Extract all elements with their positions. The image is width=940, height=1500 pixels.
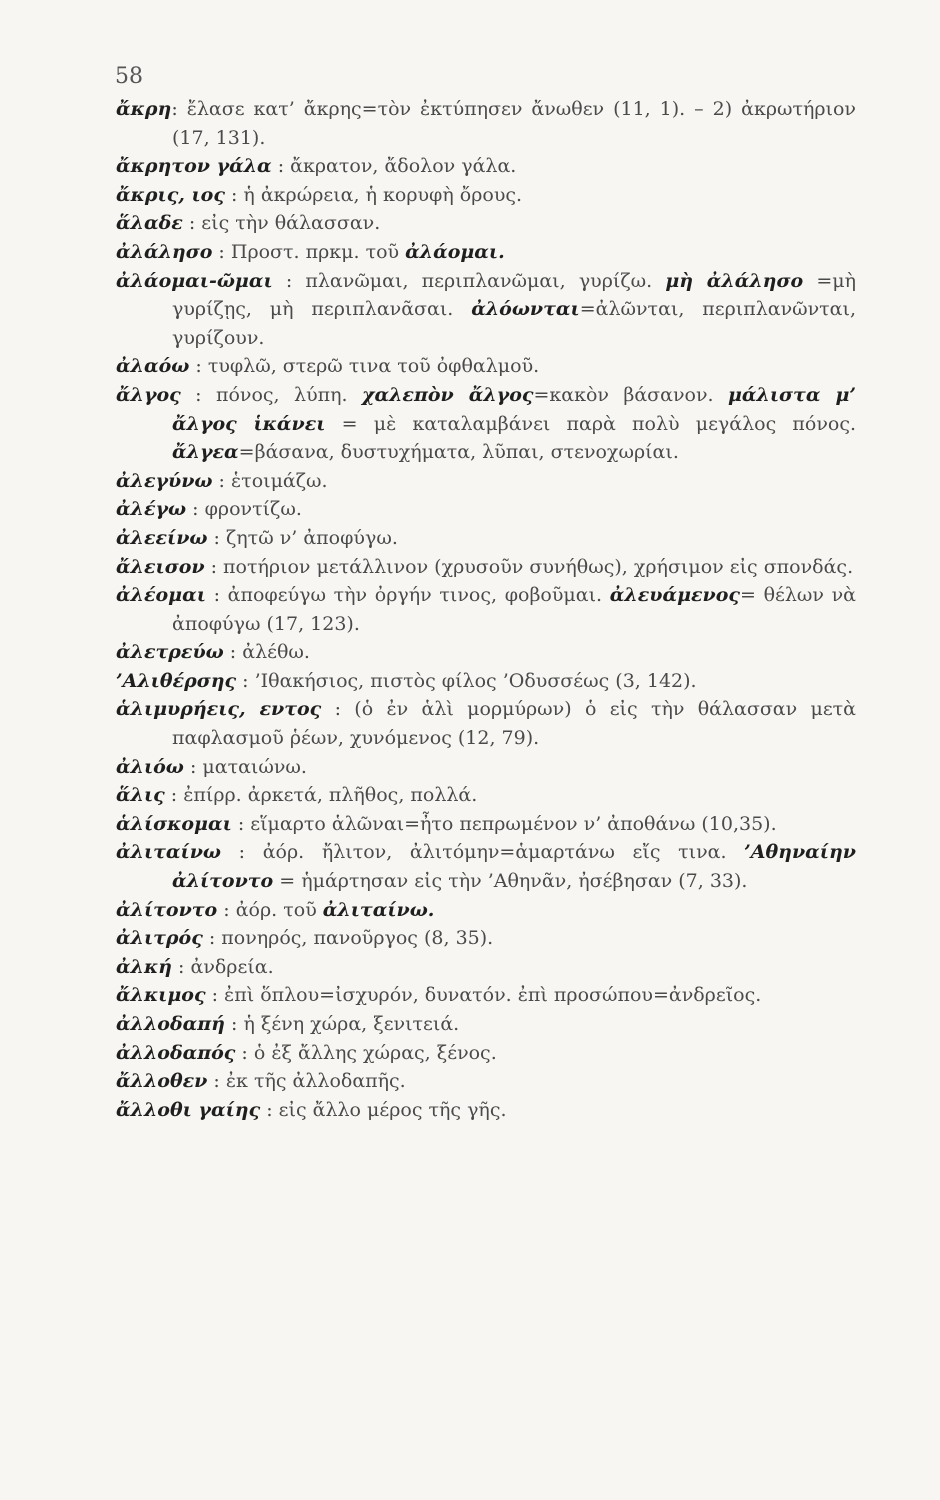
definition: Προστ. πρκμ. τοῦ (230, 240, 406, 263)
definition: =βάσανα, δυστυχήματα, λῦπαι, στενοχωρίαι. (238, 441, 679, 464)
dictionary-entry (116, 896, 856, 925)
headword: ἄκρις, ιος (116, 183, 225, 206)
dictionary-entry (116, 238, 856, 267)
separator: : (272, 269, 306, 292)
headword: ’Αθηναίην ἀλίτοντο (172, 841, 856, 893)
definition: ἡ ἀκρώρεια, ἡ κορυφὴ ὄρους. (243, 183, 523, 206)
definition: (ὁ ἐν ἁλὶ μορμύρων) ὁ εἰς τὴν θάλασσαν μετὰ παφλασμοῦ ῥέων, χυνόμενος (12, 79). (172, 698, 857, 750)
headword: ἄλγος (116, 383, 181, 406)
headword: ἀλεείνω (116, 526, 208, 549)
headword: ἁλιμυρήεις, εντος (116, 698, 322, 721)
dictionary-entry (116, 810, 856, 839)
separator: : (182, 212, 202, 235)
separator: : (207, 1070, 226, 1093)
definition: ἑτοιμάζω. (230, 469, 328, 492)
headword: ἀλίτοντο (116, 898, 218, 921)
dictionary-entry (116, 95, 856, 152)
headword: ἀλόωνται (471, 298, 580, 321)
definition: ἐπὶ ὅπλου=ἰσχυρόν, δυνατόν. ἐπὶ προσώπου=ἀνδρεῖος. (224, 984, 762, 1007)
dictionary-entry (116, 181, 856, 210)
definition: ζητῶ ν’ ἀποφύγω. (226, 526, 398, 549)
dictionary-entry (116, 209, 856, 238)
definition: τυφλῶ, στερῶ τινα τοῦ ὀφθαλμοῦ. (207, 355, 540, 378)
headword: ἄκρητον γάλα (116, 155, 272, 178)
dictionary-entry (116, 924, 856, 953)
headword: ἀλιταίνω (116, 841, 222, 864)
dictionary-entry (116, 524, 856, 553)
separator: : (205, 584, 228, 607)
definition: ἀλέθω. (242, 641, 310, 664)
dictionary-entry (116, 267, 856, 353)
dictionary-entry (116, 553, 856, 582)
headword: ’Αλιθέρσης (116, 669, 237, 692)
headword: ἀλιτρός (116, 927, 203, 950)
dictionary-entry (116, 667, 856, 696)
headword: ἄλεισον (116, 555, 205, 578)
definition: πλανῶμαι, περιπλανῶμαι, γυρίζω. (305, 269, 666, 292)
definition: = ἡμάρτησαν εἰς τὴν ’Αθηνᾶν, ἠσέβησαν (7, 33). (273, 870, 748, 893)
definition: ἀποφεύγω τὴν ὀργήν τινος, φοβοῦμαι. (227, 584, 610, 607)
dictionary-entry (116, 381, 856, 467)
headword: ἀλέγω (116, 498, 187, 521)
headword: ἄκρη (116, 98, 172, 120)
headword: ἄλλοθι γαίης (116, 1098, 261, 1121)
headword: ἄλλοθεν (116, 1070, 208, 1093)
separator: : (189, 355, 208, 378)
headword: ἀλκή (116, 955, 172, 978)
separator: : (183, 755, 203, 778)
headword: ἀλλοδαπός (116, 1041, 236, 1064)
definition: =ἀλῶνται, περιπλανῶνται, γυρίζουν. (172, 298, 856, 349)
definition: = θέλων νὰ ἀποφύγω (17, 123). (172, 584, 857, 635)
definition: ’Ιθακήσιος, πιστὸς φίλος ’Οδυσσέως (3, 142). (254, 669, 697, 692)
headword: ἀλαόω (116, 355, 190, 378)
definition: εἰς τὴν θάλασσαν. (201, 212, 381, 235)
headword: ἀλάλησο (116, 240, 213, 263)
dictionary-entry (116, 152, 856, 181)
dictionary-entry (116, 495, 856, 524)
definition: =μὴ γυρίζῃς, μὴ περιπλανᾶσαι. (172, 269, 856, 321)
separator: : (217, 898, 236, 921)
headword: ἀλλοδαπή (116, 1013, 225, 1035)
definition: πόνος, λύπη. (216, 383, 362, 406)
headword: ἀλιταίνω. (322, 898, 435, 921)
dictionary-entry (116, 695, 856, 752)
dictionary-entry (116, 781, 856, 810)
headword: μάλιστα μ’ ἄλγος ἱκάνει (172, 383, 856, 435)
dictionary-entry (116, 753, 856, 782)
dictionary-entry (116, 1096, 856, 1125)
separator: : (205, 984, 225, 1007)
headword: μὴ ἀλάλησο (665, 269, 804, 292)
definition: ὁ ἐξ ἄλλης χώρας, ξένος. (253, 1041, 497, 1064)
headword: ἀλάομαι. (405, 240, 505, 263)
dictionary-entry (116, 638, 856, 667)
definition: εἰς ἄλλο μέρος τῆς γῆς. (278, 1098, 507, 1121)
separator: : (224, 1013, 244, 1035)
definition: ἀνδρεία. (190, 955, 274, 978)
headword: ἄλγεα (172, 441, 239, 464)
dictionary-entry (116, 953, 856, 982)
separator: : (207, 526, 226, 549)
definition: = μὲ καταλαμβάνει παρὰ πολὺ μεγάλος πόνος. (325, 412, 856, 435)
definition: πονηρός, πανοῦργος (8, 35). (221, 927, 494, 950)
dictionary-entry (116, 352, 856, 381)
separator: : (212, 469, 231, 492)
separator: : (231, 812, 251, 835)
headword: ἅλαδε (116, 212, 183, 235)
definition: ἡ ξένη χώρα, ξενιτειά. (243, 1013, 460, 1035)
separator: : (221, 841, 263, 864)
separator: : (172, 955, 191, 978)
separator: : (235, 1041, 254, 1064)
dictionary-entries (116, 95, 856, 1124)
separator: : (236, 669, 255, 692)
separator: : (186, 498, 205, 521)
headword: ἄλκιμος (116, 984, 206, 1007)
definition: εἵμαρτο ἁλῶναι=ἦτο πεπρωμένον ν’ ἀποθάνω (10,35). (250, 812, 777, 835)
definition: ἐπίρρ. ἀρκετά, πλῆθος, πολλά. (183, 784, 478, 807)
dictionary-entry (116, 1010, 856, 1039)
definition: ἄκρατον, ἄδολον γάλα. (290, 155, 517, 178)
headword: ἁλίσκομαι (116, 812, 232, 835)
definition: ἀόρ. ἤλιτον, ἀλιτόμην=ἁμαρτάνω εἴς τινα. (262, 841, 745, 864)
dictionary-entry (116, 838, 856, 895)
headword: ἀλέομαι (116, 584, 206, 607)
headword: ἅλις (116, 784, 165, 807)
definition: =κακὸν βάσανον. (533, 383, 728, 406)
definition: φροντίζω. (204, 498, 302, 521)
headword: ἀλετρεύω (116, 641, 224, 664)
definition: ἐκ τῆς ἀλλοδαπῆς. (225, 1070, 406, 1093)
separator: : (171, 98, 187, 120)
page-number: 58 (115, 64, 143, 89)
separator: : (271, 155, 291, 178)
separator: : (180, 383, 216, 406)
separator: : (223, 641, 243, 664)
definition: ποτήριον μετάλλινον (χρυσοῦν συνήθως), χρήσιμον εἰς σπονδάς. (223, 555, 854, 578)
separator: : (212, 240, 231, 263)
headword: ἀλεγύνω (116, 469, 213, 492)
dictionary-entry (116, 1067, 856, 1096)
definition: ἀόρ. τοῦ (235, 898, 323, 921)
definition: ματαιώνω. (202, 755, 307, 778)
headword: ἀλευάμενος (609, 584, 740, 607)
separator: : (321, 698, 355, 721)
separator: : (260, 1098, 279, 1121)
separator: : (202, 927, 222, 950)
dictionary-entry (116, 581, 856, 638)
separator: : (204, 555, 224, 578)
definition: ἔλασε κατ’ ἄκρης=τὸν ἐκτύπησεν ἄνωθεν (11, 1). – 2) ἀκρωτήριον (17, 131). (172, 98, 856, 149)
dictionary-entry (116, 1039, 856, 1068)
dictionary-entry (116, 467, 856, 496)
headword: ἀλιόω (116, 755, 184, 778)
headword: ἀλάομαι-ῶμαι (116, 269, 273, 292)
separator: : (224, 183, 244, 206)
headword: χαλεπὸν ἄλγος (361, 383, 534, 406)
separator: : (164, 784, 184, 807)
dictionary-entry (116, 981, 856, 1010)
